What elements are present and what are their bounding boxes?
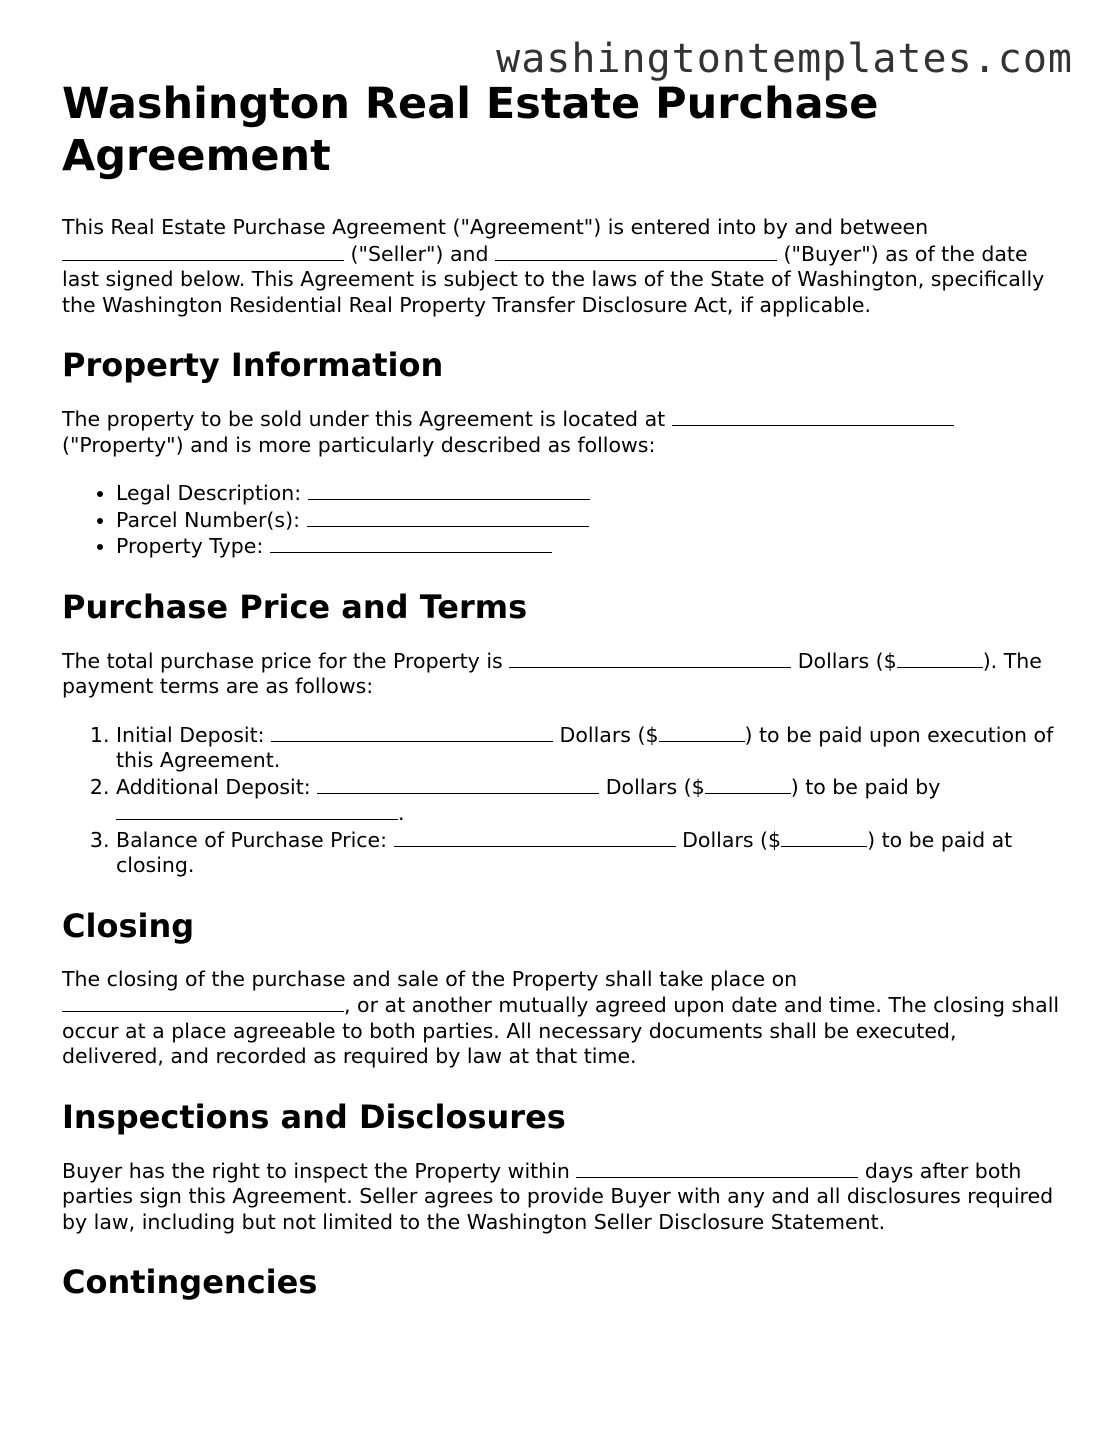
list-item [116,533,1062,560]
property-type-label: Property Type: [116,534,270,558]
balance-words-blank[interactable] [394,827,676,847]
purchase-price-words-blank[interactable] [509,648,791,668]
inspections-text-2: days after both parties sign this Agreement. Seller agrees to provide Buyer with any and all disclosures required by law, including but not limited to the Washington Seller Disclosure Statement. [62,1158,1054,1234]
balance-terms: ) to be paid at closing. [116,827,1013,877]
additional-deposit-date-blank[interactable] [116,800,398,820]
legal-description-blank[interactable] [308,480,590,500]
list-item [116,722,1062,774]
property-details-list [62,480,1062,560]
closing-text-1: The closing of the purchase and sale of the Property shall take place on [62,966,798,991]
price-text-3: ). The payment terms are as follows: [62,648,1042,698]
list-item [116,507,1062,534]
price-heading: Purchase Price and Terms [62,587,528,626]
list-item [116,774,1062,827]
property-type-blank[interactable] [270,533,552,553]
balance-amount-blank[interactable] [781,827,867,847]
additional-deposit-label: Additional Deposit: [116,774,318,799]
additional-deposit-period: . [398,801,405,825]
closing-heading: Closing [62,906,195,945]
balance-label: Balance of Purchase Price: [116,827,394,852]
property-text-2: ("Property") and is more particularly described as follows: [62,432,656,457]
purchase-price-amount-blank[interactable] [897,648,983,668]
price-text-2: Dollars ($ [791,648,897,673]
list-item [116,480,1062,507]
initial-deposit-dollars: Dollars ($ [553,722,659,747]
additional-deposit-dollars: Dollars ($ [599,774,705,799]
property-heading: Property Information [62,346,444,384]
initial-deposit-words-blank[interactable] [271,722,553,742]
seller-name-blank[interactable] [62,241,344,261]
document-title: Washington Real Estate Purchase Agreement [62,79,879,181]
parcel-number-label: Parcel Number(s): [116,507,307,532]
inspection-days-blank[interactable] [576,1158,858,1178]
balance-dollars: Dollars ($ [675,827,782,852]
intro-paragraph [62,215,1062,318]
intro-text-3: ("Buyer") as of the date last signed below. This Agreement is subject to the laws of the State of Washington, specifically the Washington Residential Real Property Transfer Disclosure Act, if applicable. [62,241,1045,317]
property-paragraph [62,406,1062,458]
parcel-number-blank[interactable] [307,507,589,527]
payment-terms-list [62,722,1062,879]
initial-deposit-amount-blank[interactable] [659,722,745,742]
additional-deposit-words-blank[interactable] [317,774,599,794]
list-item [116,827,1062,879]
initial-deposit-label: Initial Deposit: [116,722,272,747]
property-address-blank[interactable] [672,406,954,426]
inspections-heading: Inspections and Disclosures [62,1097,566,1136]
additional-deposit-amount-blank[interactable] [705,774,791,794]
price-text-1: The total purchase price for the Property is [62,648,510,673]
intro-text-1: This Real Estate Purchase Agreement ("Agreement") is entered into by and between [62,215,929,239]
watermark: washingtontemplates.com [496,36,1073,82]
document-content [62,78,1062,1301]
contingencies-heading: Contingencies [62,1263,318,1301]
closing-text-2: , or at another mutually agreed upon date and time. The closing shall occur at a place agreeable to both parties. All necessary documents shall be executed, delivered, and recorded as required by law at that time. [62,993,1060,1068]
price-paragraph [62,648,1062,700]
buyer-name-blank[interactable] [495,241,777,261]
inspections-text-1: Buyer has the right to inspect the Property within [62,1158,577,1183]
inspections-paragraph [62,1158,1062,1236]
legal-description-label: Legal Description: [116,481,308,505]
closing-date-blank[interactable] [62,992,344,1012]
property-text-1: The property to be sold under this Agreement is located at [62,407,672,431]
initial-deposit-terms: ) to be paid upon execution of this Agreement. [116,722,1054,772]
closing-paragraph [62,967,1062,1070]
additional-deposit-terms: ) to be paid by [790,774,941,799]
intro-text-2: ("Seller") and [344,241,496,266]
